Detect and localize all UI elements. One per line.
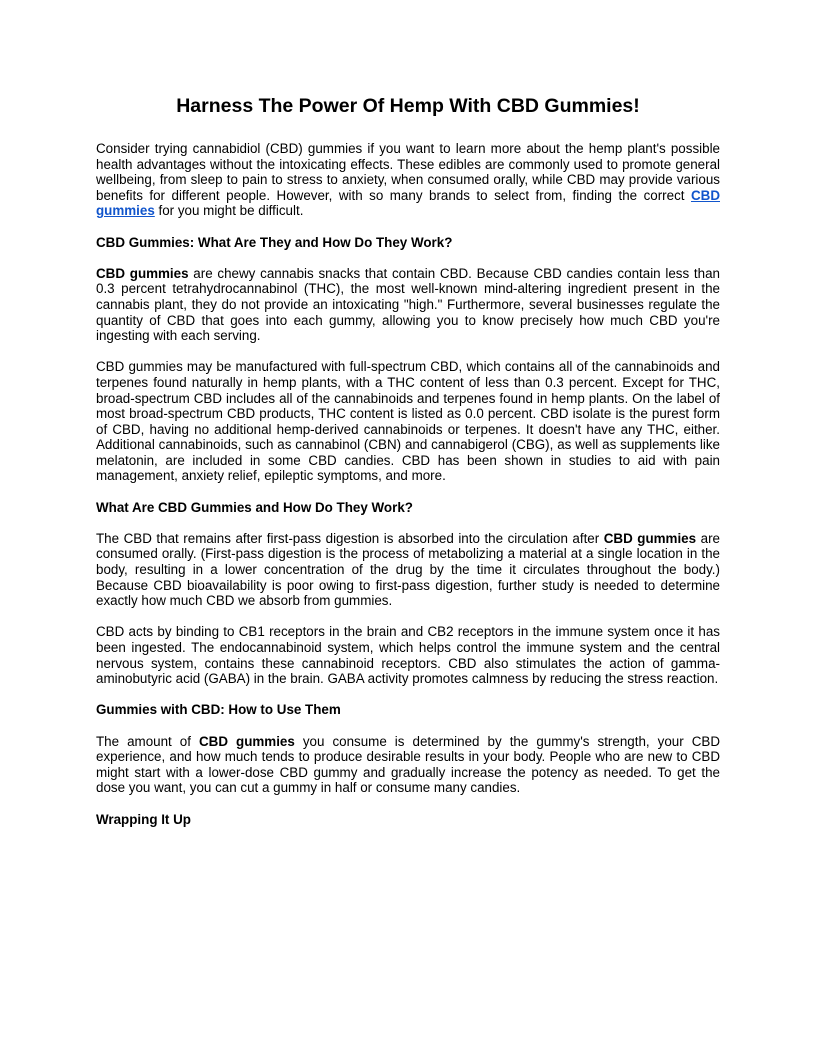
section1-paragraph-1-text: are chewy cannabis snacks that contain CBD. Because CBD candies contain less than 0.3 percent tetrahydrocannabinol (THC), the most well-known mind-altering ingredient present in the cannabis plant, they do not provide an intoxicating "high." Furthermore, several businesses regulate the quantity of CBD that goes into each gummy, allowing you to know precisely how much CBD you're ingesting with each serving.: [96, 265, 720, 344]
section3-paragraph-1-start: The amount of: [96, 733, 199, 749]
section2-paragraph-1-start: The CBD that remains after first-pass digestion is absorbed into the circulation after: [96, 530, 604, 546]
section3-paragraph-1: [96, 734, 720, 796]
section1-paragraph-1: [96, 266, 720, 344]
section2-paragraph-1-end: are consumed orally. (First-pass digestion is the process of metabolizing a material at a single location in the body, resulting in a lower concentration of the drug by the time it circulates throughout the body.) Because CBD bioavailability is poor owing to first-pass digestion, further study is needed to determine exactly how much CBD we absorb from gummies.: [96, 530, 720, 609]
bold-term: CBD gummies: [603, 530, 697, 546]
section2-paragraph-2: CBD acts by binding to CB1 receptors in the brain and CB2 receptors in the immune system once it has been ingested. The endocannabinoid system, which helps control the immune system and the central nervous system, contains these cannabinoid receptors. CBD also stimulates the action of gamma-aminobutyric acid (GABA) in the brain. GABA activity promotes calmness by reducing the stress reaction.: [96, 624, 720, 687]
section-heading-how-to-use: Gummies with CBD: How to Use Them: [96, 702, 341, 718]
bold-term: CBD gummies: [198, 733, 295, 749]
bold-term: CBD gummies: [96, 265, 189, 281]
cbd-gummies-link[interactable]: CBD gummies: [96, 187, 720, 219]
section1-paragraph-2: CBD gummies may be manufactured with full-spectrum CBD, which contains all of the cannabinoids and terpenes found naturally in hemp plants, with a THC content of less than 0.3 percent. Except for THC, broad-spectrum CBD includes all of the cannabinoids and terpenes found in hemp plants. On the label of most broad-spectrum CBD products, THC content is listed as 0.0 percent. CBD isolate is the purest form of CBD, having no additional hemp-derived cannabinoids or terpenes. It doesn't have any THC, either. Additional cannabinoids, such as cannabinol (CBN) and cannabigerol (CBG), as well as supplements like melatonin, are included in some CBD candies. CBD has been shown in studies to aid with pain management, anxiety relief, epileptic symptoms, and more.: [96, 359, 720, 484]
section-heading-how-they-work: What Are CBD Gummies and How Do They Work?: [96, 499, 413, 515]
section2-paragraph-1: [96, 531, 720, 609]
intro-text-end: for you might be difficult.: [154, 203, 304, 219]
section-heading-wrapping-up: Wrapping It Up: [96, 811, 191, 827]
intro-text: Consider trying cannabidiol (CBD) gummies if you want to learn more about the hemp plant's possible health advantages without the intoxicating effects. These edibles are commonly used to promote general wellbeing, from sleep to pain to stress to anxiety, when consumed orally, while CBD may provide various benefits for different people. However, with so many brands to select from, finding the correct: [96, 141, 720, 203]
document-body: [96, 94, 720, 827]
intro-paragraph: [96, 141, 720, 219]
section3-paragraph-1-end: you consume is determined by the gummy's strength, your CBD experience, and how much tends to produce desirable results in your body. People who are new to CBD might start with a lower-dose CBD gummy and gradually increase the potency as needed. To get the dose you want, you can cut a gummy in half or consume many candies.: [96, 733, 720, 796]
page-title: Harness The Power Of Hemp With CBD Gummies!: [176, 95, 640, 117]
section-heading-what-are-they: CBD Gummies: What Are They and How Do They Work?: [96, 234, 453, 250]
